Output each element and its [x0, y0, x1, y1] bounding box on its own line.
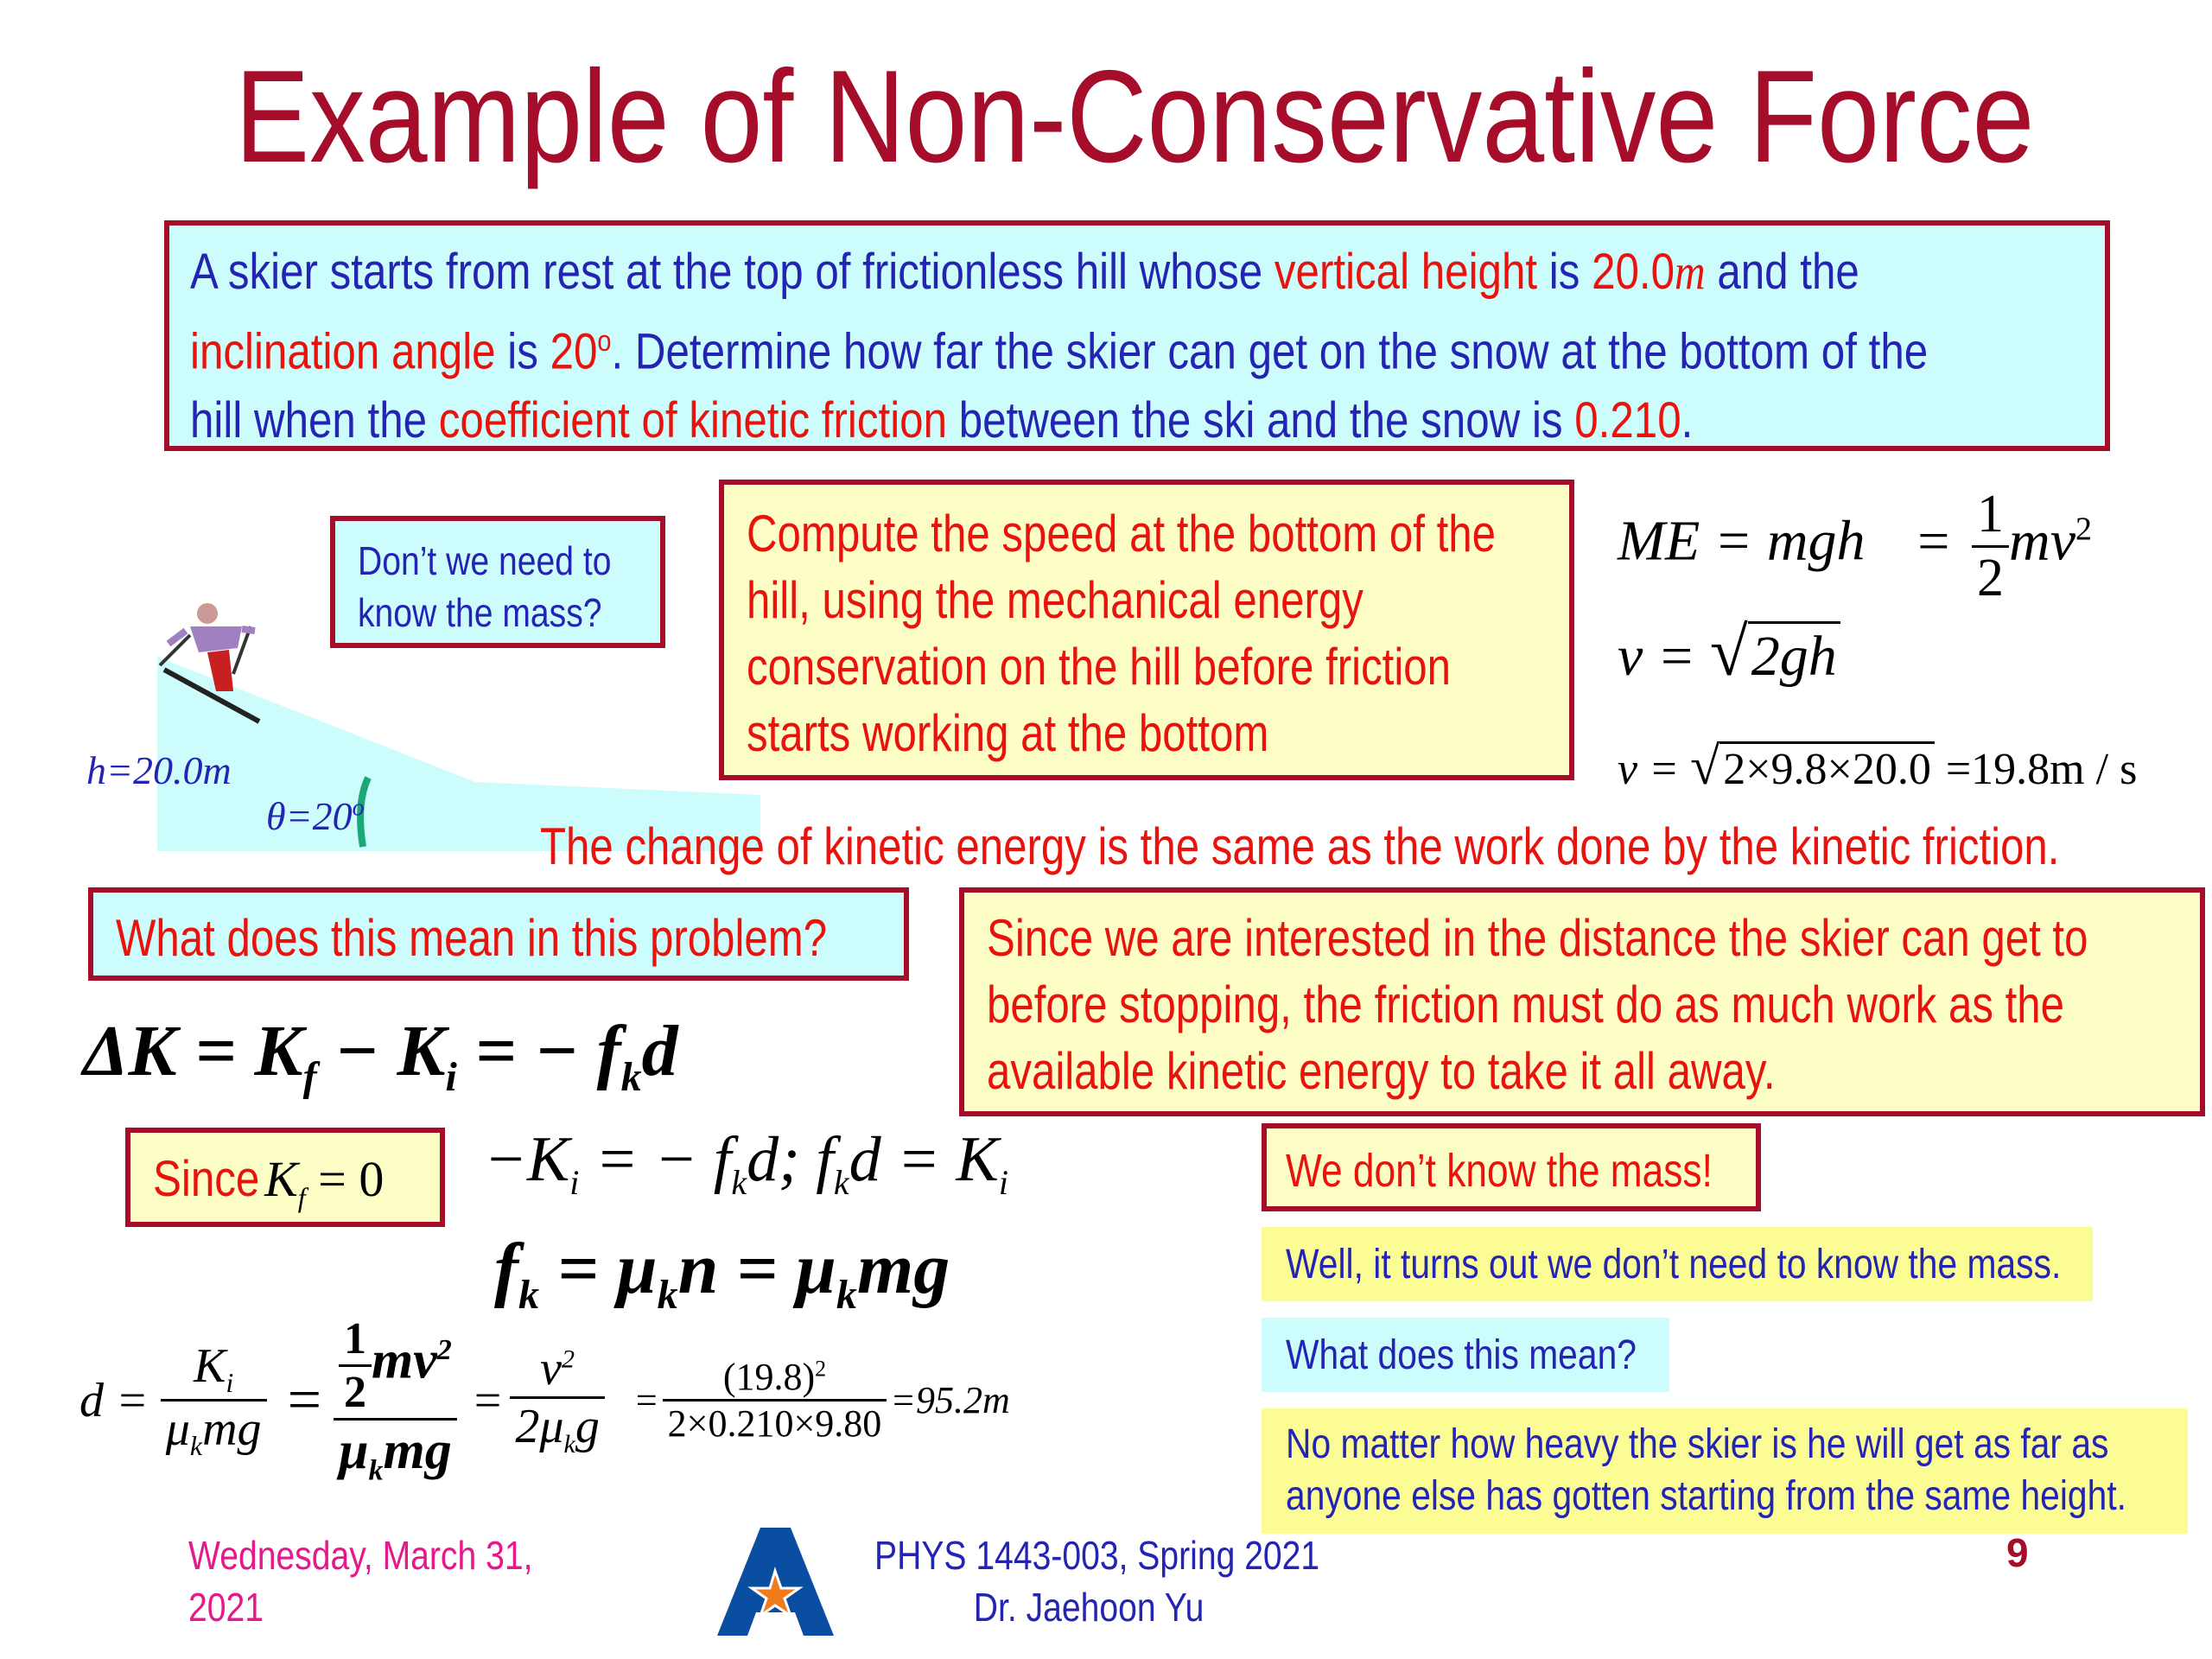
- problem-highlight: 0.210: [1574, 392, 1681, 449]
- eq-d-frac2: [334, 1313, 457, 1487]
- eq-d-f1-den-sub: k: [189, 1430, 203, 1462]
- eq-d-f2-inner-den: 2: [344, 1368, 367, 1417]
- eq-dk-part: ΔK = K: [83, 1011, 303, 1091]
- problem-seg: .: [1681, 392, 1694, 449]
- eq-d-f4-num-sup: 2: [815, 1356, 827, 1382]
- problem-highlight: vertical height: [1274, 244, 1538, 300]
- eq-d-f2-den: μ: [339, 1421, 369, 1480]
- problem-seg: is: [1537, 244, 1592, 300]
- problem-seg: between the ski and the snow is: [947, 392, 1575, 449]
- footer-date-line: Wednesday, March 31,: [188, 1533, 533, 1578]
- eq-d-result: =95.2m: [890, 1379, 1010, 1422]
- no-matter-line: No matter how heavy the skier is he will get as far as: [1286, 1421, 2109, 1467]
- since-line: available kinetic energy to take it all away.: [987, 1042, 1776, 1100]
- problem-seg: is: [495, 323, 550, 380]
- problem-highlight: 20.0: [1592, 244, 1675, 300]
- height-label: h=20.0m: [86, 748, 232, 792]
- eq-fkd-sub: i: [569, 1162, 580, 1202]
- since-kf-label: Since: [153, 1151, 260, 1207]
- equation-v-numeric: [1618, 736, 2137, 798]
- eq-d-f3-num-sup: 2: [562, 1344, 575, 1374]
- eq-d-f3-den-rest: g: [575, 1400, 600, 1454]
- eq-v-rad: 2gh: [1748, 621, 1840, 690]
- problem-text: [190, 238, 2070, 455]
- eq-d-f4-num: (19.8): [722, 1356, 816, 1399]
- eq-fkd-sub: k: [731, 1162, 747, 1202]
- eq-dk-part: − K: [316, 1011, 446, 1091]
- angle-degree: o: [352, 794, 365, 822]
- eq-d-eq2: =: [287, 1366, 322, 1433]
- eq-d-frac1: [161, 1338, 267, 1462]
- eq-d-f2-den-sub: k: [368, 1454, 384, 1487]
- eq-d-f1-den-rest: mg: [202, 1402, 262, 1457]
- equation-delta-k: [83, 1009, 678, 1101]
- eq-dk-part: = − f: [456, 1011, 621, 1091]
- dont-know-mass-box: [1262, 1123, 1761, 1211]
- eq-d-f1-num-sub: i: [226, 1367, 234, 1399]
- eq-fkd-part: d; f: [747, 1124, 834, 1195]
- eq-d-lhs: d =: [79, 1373, 149, 1427]
- turns-out-text: Well, it turns out we don’t need to know the mass.: [1286, 1242, 2062, 1287]
- eq-fkd-sub: k: [833, 1162, 849, 1202]
- dont-know-mass-text: We don’t know the mass!: [1286, 1145, 1713, 1197]
- sqrt-icon: √: [1690, 737, 1720, 796]
- footer-instructor-line: Dr. Jaehoon Yu: [973, 1585, 1205, 1630]
- eq-dk-sub: i: [445, 1053, 457, 1100]
- eq-d-eq3: =: [474, 1373, 502, 1427]
- equation-fk: [494, 1227, 950, 1319]
- eq-fk-part: n = μ: [677, 1229, 836, 1309]
- eq-fk-sub: k: [657, 1271, 678, 1318]
- eq-fk-part: = μ: [538, 1229, 658, 1309]
- footer-course-line: PHYS 1443-003, Spring 2021: [874, 1533, 1320, 1578]
- eq-me-sup: 2: [2075, 511, 2093, 548]
- ke-statement: The change of kinetic energy is the same as the work done by the kinetic friction.: [540, 817, 2060, 875]
- eq-d-eq4: =: [635, 1379, 658, 1422]
- meaning-text: What does this mean in this problem?: [116, 909, 828, 967]
- meaning-box: [88, 887, 909, 981]
- equation-me: [1618, 484, 2092, 609]
- since-kf-k: K: [264, 1151, 298, 1207]
- equation-v: [1618, 613, 1840, 692]
- since-interested-box: [959, 887, 2205, 1116]
- problem-box: [164, 220, 2110, 451]
- problem-highlight: 20: [550, 323, 598, 380]
- eq-me-lhs: ME = mgh: [1618, 509, 1866, 573]
- no-matter-box: [1262, 1408, 2188, 1534]
- problem-highlight: coefficient of kinetic friction: [438, 392, 948, 449]
- eq-fkd-part: −K: [484, 1124, 570, 1195]
- sqrt-icon: √: [1709, 614, 1748, 690]
- what-mean-text: What does this mean?: [1286, 1332, 1637, 1378]
- eq-fk-part: f: [494, 1229, 518, 1309]
- eq-d-f2-inner-num: 1: [339, 1313, 372, 1367]
- angle-value: θ=20: [266, 794, 353, 838]
- eq-me-den: 2: [1977, 549, 2005, 607]
- eq-d-f3-den: 2μ: [515, 1400, 564, 1454]
- problem-degree: o: [597, 325, 612, 358]
- page-number: 9: [2006, 1530, 2029, 1575]
- footer-date-line: 2021: [188, 1585, 264, 1630]
- eq-d-f3-den-sub: k: [563, 1430, 575, 1459]
- footer-date: [188, 1529, 532, 1633]
- compute-line: hill, using the mechanical energy: [747, 571, 1363, 629]
- compute-speed-box: [719, 480, 1574, 780]
- uta-logo-icon: [717, 1528, 834, 1636]
- since-line: before stopping, the friction must do as much work as the: [987, 976, 2065, 1033]
- footer-course: [874, 1529, 1319, 1633]
- eq-d-f2-num-rest: mv: [372, 1331, 437, 1390]
- page-title: Example of Non-Conservative Force: [235, 43, 2035, 190]
- what-mean-box: [1262, 1318, 1669, 1392]
- since-kf-rest: = 0: [305, 1151, 385, 1207]
- eq-me-rhs: mv: [2009, 509, 2076, 573]
- eq-d-f1-den: μ: [165, 1402, 190, 1457]
- eq-dk-sub: f: [302, 1053, 317, 1100]
- problem-highlight: inclination angle: [190, 323, 496, 380]
- eq-d-frac3: [510, 1341, 604, 1459]
- eq-fk-sub: k: [518, 1271, 539, 1318]
- mass-question-line: Don’t we need to: [358, 538, 612, 583]
- problem-seg: . Determine how far the skier can get on the snow at the bottom of the: [611, 323, 1929, 380]
- eq-fkd-part: d = K: [849, 1124, 999, 1195]
- problem-seg: A skier starts from rest at the top of frictionless hill whose: [190, 244, 1274, 300]
- since-kf-box: [125, 1128, 445, 1227]
- eq-d-f3-num: v: [540, 1342, 563, 1396]
- since-kf-sub: f: [297, 1181, 306, 1213]
- eq-vn-lhs: v =: [1618, 745, 1691, 794]
- compute-line: conservation on the hill before friction: [747, 638, 1452, 696]
- eq-me-num: 1: [1972, 484, 2009, 548]
- problem-unit: m: [1675, 244, 1706, 300]
- eq-d-f2-den-rest: mg: [383, 1421, 452, 1480]
- no-matter-line: anyone else has gotten starting from the same height.: [1286, 1473, 2126, 1519]
- equation-fkd: [484, 1123, 1008, 1203]
- eq-fkd-part: = − f: [579, 1124, 732, 1195]
- eq-d-frac4: [663, 1355, 887, 1446]
- eq-fkd-sub: i: [998, 1162, 1009, 1202]
- equation-d: [79, 1313, 1010, 1487]
- eq-d-f2-num-sup: 2: [436, 1334, 452, 1367]
- eq-v-lhs: v =: [1618, 625, 1710, 688]
- eq-fk-sub: k: [836, 1271, 857, 1318]
- mass-question-line: know the mass?: [358, 590, 602, 635]
- problem-seg: and the: [1705, 244, 1859, 300]
- problem-seg: hill when the: [190, 392, 439, 449]
- eq-d-f1-num: K: [194, 1339, 226, 1393]
- since-line: Since we are interested in the distance the skier can get to: [987, 909, 2088, 967]
- eq-vn-rad: 2×9.8×20.0: [1719, 741, 1935, 795]
- angle-label: [266, 793, 365, 839]
- compute-line: Compute the speed at the bottom of the: [747, 505, 1497, 563]
- turns-out-box: [1262, 1227, 2093, 1301]
- compute-line: starts working at the bottom: [747, 704, 1269, 762]
- eq-vn-rhs: =19.8m / s: [1934, 745, 2138, 794]
- eq-dk-part: d: [641, 1011, 678, 1091]
- eq-dk-sub: k: [620, 1053, 642, 1100]
- eq-fk-part: mg: [856, 1229, 950, 1309]
- eq-me-eq: =: [1914, 509, 1953, 573]
- eq-d-f4-den: 2×0.210×9.80: [667, 1402, 882, 1446]
